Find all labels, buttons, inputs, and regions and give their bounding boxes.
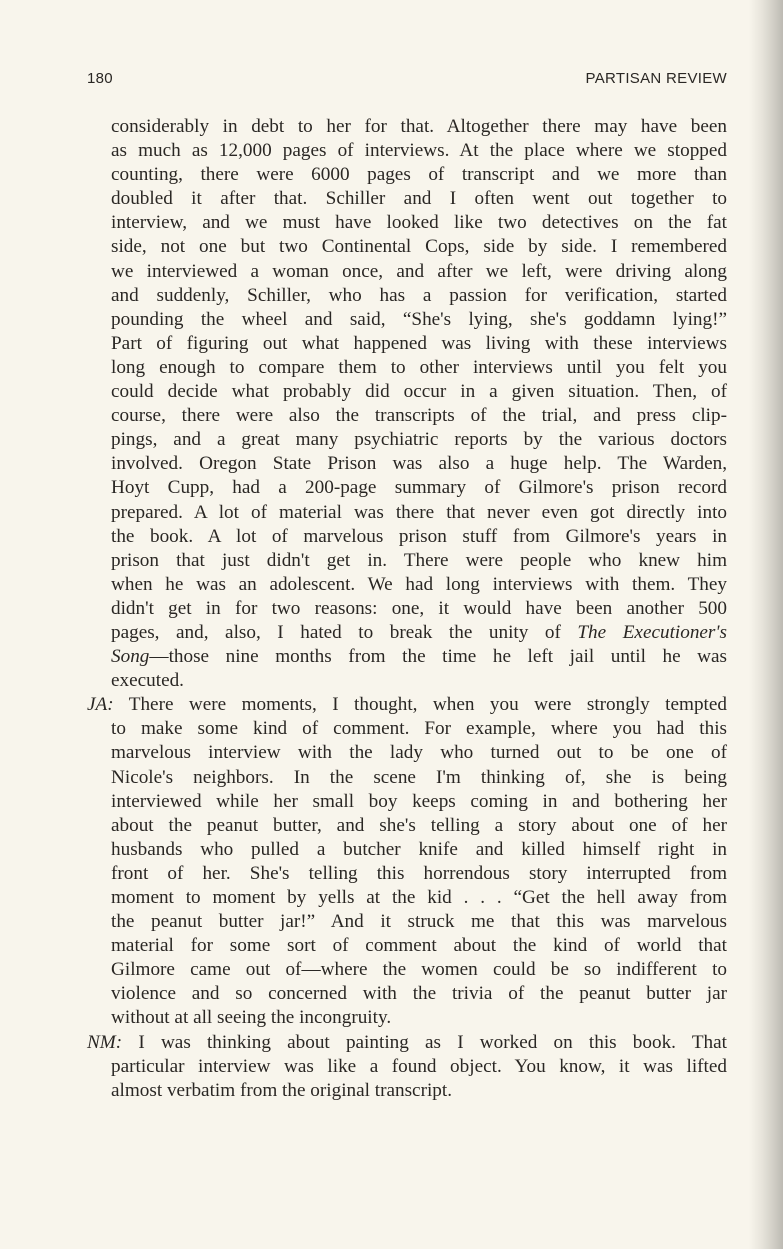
text-segment: executed. xyxy=(111,670,184,692)
text-segment: Gilmore came out of—where the women could be so indifferent to xyxy=(111,959,727,981)
text-segment: about the peanut butter, and she's telling a story about one of her xyxy=(111,814,727,836)
text-line xyxy=(87,766,727,790)
italic-text: NM: xyxy=(87,1031,123,1053)
text-line xyxy=(87,428,727,452)
text-line xyxy=(87,356,727,380)
text-segment: as much as 12,000 pages of interviews. At the place where we stopped xyxy=(111,140,727,162)
text-line xyxy=(87,862,727,886)
text-segment: without at all seeing the incongruity. xyxy=(111,1007,392,1029)
italic-text: Song xyxy=(111,646,150,668)
text-segment: almost verbatim from the original transcript. xyxy=(111,1079,453,1101)
text-line xyxy=(87,814,727,838)
text-segment: pages, and, also, I hated to break the unity of xyxy=(111,621,578,643)
text-line xyxy=(87,332,727,356)
page-edge-shadow xyxy=(749,0,783,1249)
text-segment: There were moments, I thought, when you were strongly tempted xyxy=(113,694,727,716)
text-segment: violence and so concerned with the trivia of the peanut butter jar xyxy=(111,983,727,1005)
running-header xyxy=(87,70,727,92)
text-segment: Part of figuring out what happened was living with these interviews xyxy=(111,332,727,354)
text-segment: particular interview was like a found object. You know, it was lifted xyxy=(111,1055,727,1077)
text-line xyxy=(87,1055,727,1079)
text-segment: husbands who pulled a butcher knife and killed himself right in xyxy=(111,838,727,860)
text-segment: —those nine months from the time he left jail until he was xyxy=(149,646,727,668)
text-line xyxy=(87,958,727,982)
text-line xyxy=(87,838,727,862)
text-segment: I was thinking about painting as I worked on this book. That xyxy=(122,1031,727,1053)
text-line xyxy=(87,717,727,741)
text-line xyxy=(87,597,727,621)
text-line xyxy=(87,669,727,693)
text-line xyxy=(87,476,727,500)
text-segment: front of her. She's telling this horrendous story interrupted from xyxy=(111,862,727,884)
text-segment: interviewed while her small boy keeps coming in and bothering her xyxy=(111,790,727,812)
text-line xyxy=(87,910,727,934)
text-line xyxy=(87,260,727,284)
text-segment: to make some kind of comment. For example, where you had this xyxy=(111,718,727,740)
text-line xyxy=(87,573,727,597)
text-segment: prison that just didn't get in. There were people who knew him xyxy=(111,549,727,571)
text-segment: when he was an adolescent. We had long interviews with them. They xyxy=(111,573,727,595)
text-line xyxy=(87,284,727,308)
text-line xyxy=(87,308,727,332)
text-line xyxy=(87,1006,727,1030)
italic-text: The Executioner's xyxy=(577,621,727,643)
text-segment: the book. A lot of marvelous prison stuff from Gilmore's years in xyxy=(111,525,727,547)
text-line xyxy=(87,549,727,573)
text-segment: pounding the wheel and said, “She's lying, she's goddamn lying!” xyxy=(111,308,727,330)
text-segment: course, there were also the transcripts of the trial, and press clip- xyxy=(111,405,727,427)
italic-text: JA: xyxy=(87,694,114,716)
text-segment: doubled it after that. Schiller and I often went out together to xyxy=(111,188,727,210)
text-line xyxy=(87,693,727,717)
text-segment: considerably in debt to her for that. Altogether there may have been xyxy=(111,116,727,137)
text-line xyxy=(87,790,727,814)
text-segment: Nicole's neighbors. In the scene I'm thinking of, she is being xyxy=(111,766,727,788)
text-line xyxy=(87,211,727,235)
text-segment: Hoyt Cupp, had a 200-page summary of Gilmore's prison record xyxy=(111,477,727,499)
text-line xyxy=(87,741,727,765)
text-segment: involved. Oregon State Prison was also a huge help. The Warden, xyxy=(111,453,727,475)
text-segment: could decide what probably did occur in a given situation. Then, of xyxy=(111,381,727,403)
text-line xyxy=(87,525,727,549)
text-line xyxy=(87,886,727,910)
text-line xyxy=(87,645,727,669)
running-title: PARTISAN REVIEW xyxy=(585,70,727,87)
text-segment: side, not one but two Continental Cops, side by side. I remembered xyxy=(111,236,727,258)
text-line xyxy=(87,934,727,958)
text-segment: long enough to compare them to other interviews until you felt you xyxy=(111,356,727,378)
text-line xyxy=(87,235,727,259)
text-line xyxy=(87,187,727,211)
text-segment: counting, there were 6000 pages of transcript and we more than xyxy=(111,164,727,186)
text-line xyxy=(87,115,727,139)
text-line xyxy=(87,380,727,404)
text-line xyxy=(87,982,727,1006)
text-line xyxy=(87,1031,727,1055)
text-segment: pings, and a great many psychiatric reports by the various doctors xyxy=(111,429,727,451)
text-segment: the peanut butter jar!” And it struck me that this was marvelous xyxy=(111,911,727,933)
text-line xyxy=(87,452,727,476)
text-segment: interview, and we must have looked like two detectives on the fat xyxy=(111,212,727,234)
text-line xyxy=(87,139,727,163)
text-segment: and suddenly, Schiller, who has a passion for verification, started xyxy=(111,284,727,306)
text-line xyxy=(87,1079,727,1103)
text-segment: marvelous interview with the lady who turned out to be one of xyxy=(111,742,727,764)
text-segment: moment to moment by yells at the kid . . . “Get the hell away from xyxy=(111,887,727,908)
text-line xyxy=(87,163,727,187)
text-segment: material for some sort of comment about the kind of world that xyxy=(111,935,727,957)
text-segment: prepared. A lot of material was there that never even got directly into xyxy=(111,501,727,523)
text-line xyxy=(87,621,727,645)
body-text xyxy=(87,115,727,1103)
text-line xyxy=(87,501,727,525)
text-segment: didn't get in for two reasons: one, it would have been another 500 xyxy=(111,597,727,619)
text-segment: we interviewed a woman once, and after we left, were driving along xyxy=(111,260,727,282)
page-number: 180 xyxy=(87,70,113,87)
text-line xyxy=(87,404,727,428)
